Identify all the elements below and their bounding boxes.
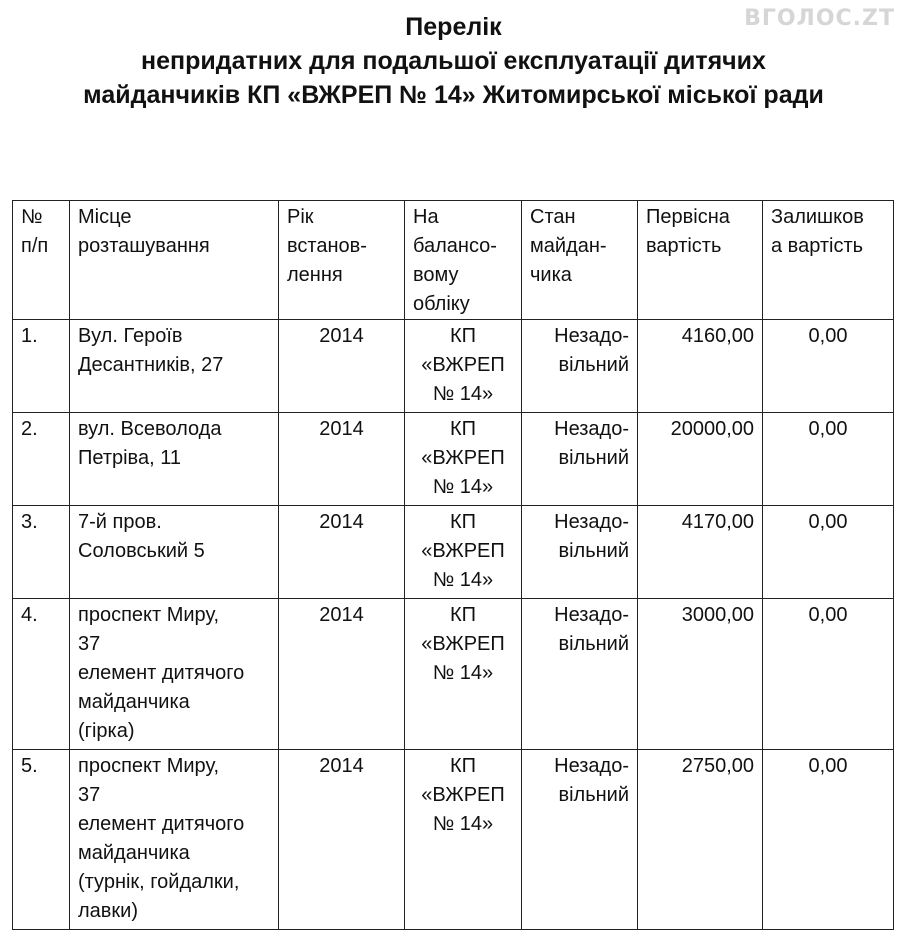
cell-balance: КП «ВЖРЕП № 14» [405, 599, 522, 750]
playgrounds-table [12, 200, 894, 930]
cell-location: вул. Всеволода Петріва, 11 [70, 413, 279, 506]
cell-number: 1. [13, 320, 70, 413]
cell-initial-cost: 2750,00 [638, 750, 763, 930]
cell-residual-cost: 0,00 [763, 750, 894, 930]
cell-initial-cost: 4160,00 [638, 320, 763, 413]
cell-state: Незадо- вільний [522, 506, 638, 599]
title-line-1: Перелік [405, 13, 502, 41]
cell-year: 2014 [279, 320, 405, 413]
table-row [13, 320, 894, 413]
cell-year: 2014 [279, 750, 405, 930]
cell-number: 3. [13, 506, 70, 599]
cell-initial-cost: 4170,00 [638, 506, 763, 599]
header-state: Стан майдан- чика [522, 201, 638, 320]
cell-residual-cost: 0,00 [763, 506, 894, 599]
cell-location: проспект Миру, 37 елемент дитячого майданчика (гірка) [70, 599, 279, 750]
title-line-3: майданчиків КП «ВЖРЕП № 14» Житомирської міської ради [83, 81, 824, 109]
header-balance: На балансо- вому обліку [405, 201, 522, 320]
cell-balance: КП «ВЖРЕП № 14» [405, 413, 522, 506]
cell-balance: КП «ВЖРЕП № 14» [405, 750, 522, 930]
cell-initial-cost: 20000,00 [638, 413, 763, 506]
header-initial-cost: Первісна вартість [638, 201, 763, 320]
cell-residual-cost: 0,00 [763, 413, 894, 506]
cell-year: 2014 [279, 599, 405, 750]
cell-location: Вул. Героїв Десантників, 27 [70, 320, 279, 413]
cell-location: 7-й пров. Соловський 5 [70, 506, 279, 599]
cell-number: 5. [13, 750, 70, 930]
cell-number: 4. [13, 599, 70, 750]
header-year: Рік встанов- лення [279, 201, 405, 320]
cell-year: 2014 [279, 506, 405, 599]
cell-residual-cost: 0,00 [763, 599, 894, 750]
cell-residual-cost: 0,00 [763, 320, 894, 413]
watermark-logo: ВГОЛОС.ZT [744, 6, 895, 31]
header-number: № п/п [13, 201, 70, 320]
cell-state: Незадо- вільний [522, 320, 638, 413]
cell-state: Незадо- вільний [522, 750, 638, 930]
cell-year: 2014 [279, 413, 405, 506]
table-row [13, 413, 894, 506]
cell-state: Незадо- вільний [522, 599, 638, 750]
header-location: Місце розташування [70, 201, 279, 320]
table-row [13, 506, 894, 599]
header-residual-cost: Залишков а вартість [763, 201, 894, 320]
table-row [13, 599, 894, 750]
table-header-row [13, 201, 894, 320]
cell-number: 2. [13, 413, 70, 506]
cell-location: проспект Миру, 37 елемент дитячого майданчика (турнік, гойдалки, лавки) [70, 750, 279, 930]
document-title [0, 10, 907, 112]
cell-state: Незадо- вільний [522, 413, 638, 506]
cell-initial-cost: 3000,00 [638, 599, 763, 750]
title-line-2: непридатних для подальшої експлуатації дитячих [141, 47, 766, 75]
cell-balance: КП «ВЖРЕП № 14» [405, 320, 522, 413]
cell-balance: КП «ВЖРЕП № 14» [405, 506, 522, 599]
